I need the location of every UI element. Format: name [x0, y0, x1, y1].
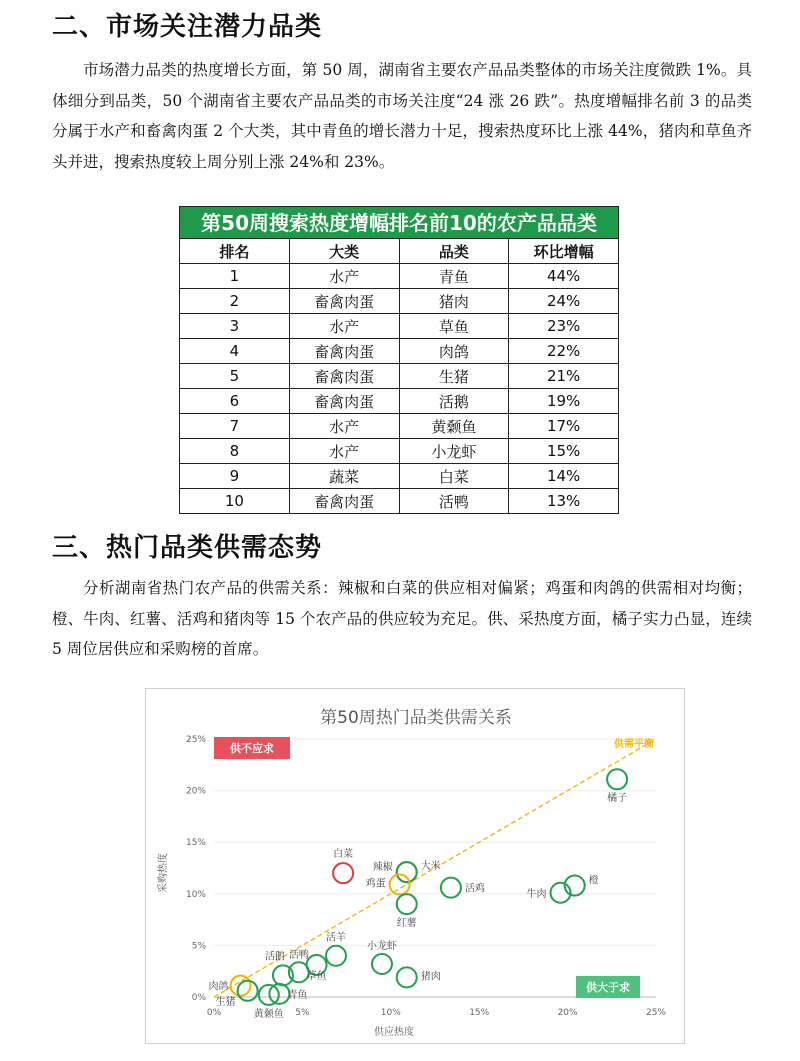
- table-row: [180, 264, 619, 289]
- point-label: 草鱼: [306, 971, 327, 983]
- cell-growth: 23%: [509, 314, 619, 339]
- supply-demand-paragraph: 分析湖南省热门农产品的供需关系：辣椒和白菜的供应相对偏紧；鸡蛋和肉鸽的供需相对均衡；橙、牛肉、红薯、活鸡和猪肉等 15 个农产品的供应较为充足。供、采热度方面，橘子实力凸显，连续 5 周位居供应和采购榜的首席。: [52, 579, 752, 658]
- point-label: 生猪: [215, 996, 236, 1008]
- cell-category: 蔬菜: [289, 464, 399, 489]
- y-tick-label: 25%: [185, 735, 206, 745]
- table-row: [180, 339, 619, 364]
- cell-growth: 14%: [509, 464, 619, 489]
- cell-item: 白菜: [399, 464, 509, 489]
- cell-category: 水产: [289, 314, 399, 339]
- cell-rank: 3: [180, 314, 290, 339]
- supply-demand-chart: [145, 688, 685, 1044]
- x-axis-label: 供应热度: [374, 1027, 414, 1038]
- cell-rank: 4: [180, 339, 290, 364]
- table-row: [180, 489, 619, 514]
- cell-item: 草鱼: [399, 314, 509, 339]
- table-row: [180, 464, 619, 489]
- data-point: [441, 878, 461, 898]
- point-label: 牛肉: [526, 888, 547, 900]
- data-point: [231, 976, 251, 996]
- data-point: [326, 946, 346, 966]
- cell-rank: 5: [180, 364, 290, 389]
- y-tick-label: 15%: [185, 838, 206, 849]
- cell-item: 活鹅: [399, 389, 509, 414]
- x-tick-label: 0%: [206, 1008, 222, 1018]
- cell-category: 畜禽肉蛋: [289, 289, 399, 314]
- point-label: 大米: [420, 861, 441, 873]
- balance-label: 供需平衡: [614, 739, 654, 750]
- cell-item: 猪肉: [399, 289, 509, 314]
- cell-rank: 1: [180, 264, 290, 289]
- cell-item: 肉鸽: [399, 339, 509, 364]
- point-label: 鸡蛋: [365, 878, 386, 890]
- chart-svg: [146, 689, 686, 1045]
- section-heading-market-potential: 二、市场关注潜力品类: [52, 12, 323, 42]
- table-row: [180, 289, 619, 314]
- cell-growth: 22%: [509, 339, 619, 364]
- cell-growth: 19%: [509, 389, 619, 414]
- x-tick-label: 20%: [557, 1008, 578, 1018]
- point-label: 活鹅: [264, 951, 285, 963]
- col-header-category: 大类: [289, 239, 399, 264]
- cell-rank: 7: [180, 414, 290, 439]
- point-label: 辣椒: [372, 862, 393, 874]
- badge-undersupply-label: 供不应求: [230, 742, 274, 755]
- data-point: [397, 894, 417, 914]
- top10-table: [179, 206, 619, 514]
- y-tick-label: 5%: [191, 941, 206, 952]
- table-row: [180, 364, 619, 389]
- cell-item: 青鱼: [399, 264, 509, 289]
- data-point: [333, 863, 353, 883]
- table-title: 第50周搜索热度增幅排名前10的农产品品类: [179, 206, 619, 238]
- cell-rank: 6: [180, 389, 290, 414]
- point-label: 肉鸽: [208, 981, 229, 993]
- cell-growth: 21%: [509, 364, 619, 389]
- badge-oversupply: [576, 976, 640, 998]
- cell-rank: 8: [180, 439, 290, 464]
- table-row: [180, 314, 619, 339]
- section-heading-supply-demand: 三、热门品类供需态势: [52, 533, 323, 563]
- cell-growth: 13%: [509, 489, 619, 514]
- cell-item: 小龙虾: [399, 439, 509, 464]
- table-row: [180, 439, 619, 464]
- cell-category: 畜禽肉蛋: [289, 489, 399, 514]
- table-row: [180, 414, 619, 439]
- point-label: 活鸡: [464, 883, 485, 895]
- data-point: [607, 769, 627, 789]
- y-tick-label: 20%: [185, 786, 206, 797]
- cell-rank: 2: [180, 289, 290, 314]
- col-header-rank: 排名: [180, 239, 290, 264]
- y-tick-label: 10%: [185, 889, 206, 900]
- cell-rank: 10: [180, 489, 290, 514]
- cell-category: 水产: [289, 439, 399, 464]
- x-tick-label: 25%: [645, 1008, 667, 1018]
- cell-item: 生猪: [399, 364, 509, 389]
- cell-category: 畜禽肉蛋: [289, 364, 399, 389]
- table-header-row: [180, 239, 619, 264]
- data-point: [390, 875, 410, 895]
- point-label: 猪肉: [420, 971, 441, 983]
- cell-growth: 17%: [509, 414, 619, 439]
- y-axis-label: 采购热度: [158, 853, 169, 893]
- cell-rank: 9: [180, 464, 290, 489]
- market-potential-paragraph: 市场潜力品类的热度增长方面，第 50 周，湖南省主要农产品品类整体的市场关注度微跌 1%。具体细分到品类，50 个湖南省主要农产品品类的市场关注度“24 涨 26 跌”。热度增幅排名前 3 的品类分属于水产和畜禽肉蛋 2 个大类，其中青鱼的增长潜力十足，搜索热度环比上涨 44%，猪肉和草鱼齐头并进，搜索热度较上周分别上涨 24%和 23%。: [52, 61, 752, 171]
- x-tick-label: 15%: [469, 1008, 490, 1018]
- cell-growth: 24%: [509, 289, 619, 314]
- badge-undersupply: [214, 737, 290, 759]
- cell-category: 畜禽肉蛋: [289, 339, 399, 364]
- cell-item: 活鸭: [399, 489, 509, 514]
- data-table: [179, 238, 619, 514]
- data-point: [372, 954, 392, 974]
- point-label: 白菜: [333, 849, 354, 861]
- chart-title: 第50周热门品类供需关系: [320, 708, 512, 728]
- point-label: 小龙虾: [366, 940, 397, 952]
- x-tick-label: 10%: [380, 1008, 401, 1018]
- point-label: 青鱼: [287, 989, 308, 1001]
- x-tick-label: 5%: [295, 1008, 310, 1018]
- cell-category: 畜禽肉蛋: [289, 389, 399, 414]
- table-row: [180, 389, 619, 414]
- cell-item: 黄颡鱼: [399, 414, 509, 439]
- cell-growth: 44%: [509, 264, 619, 289]
- data-point: [397, 862, 417, 882]
- point-label: 橙: [588, 875, 599, 887]
- col-header-item: 品类: [399, 239, 509, 264]
- cell-growth: 15%: [509, 439, 619, 464]
- data-point: [238, 981, 258, 1001]
- point-label: 活羊: [325, 932, 346, 944]
- badge-oversupply-label: 供大于求: [586, 981, 630, 994]
- col-header-growth: 环比增幅: [509, 239, 619, 264]
- point-label: 活鸭: [288, 950, 309, 962]
- point-label: 橘子: [607, 793, 628, 805]
- cell-category: 水产: [289, 414, 399, 439]
- cell-category: 水产: [289, 264, 399, 289]
- point-label: 红薯: [396, 918, 417, 930]
- data-point: [397, 967, 417, 987]
- y-tick-label: 0%: [191, 993, 206, 1003]
- point-label: 黄颡鱼: [253, 1008, 284, 1020]
